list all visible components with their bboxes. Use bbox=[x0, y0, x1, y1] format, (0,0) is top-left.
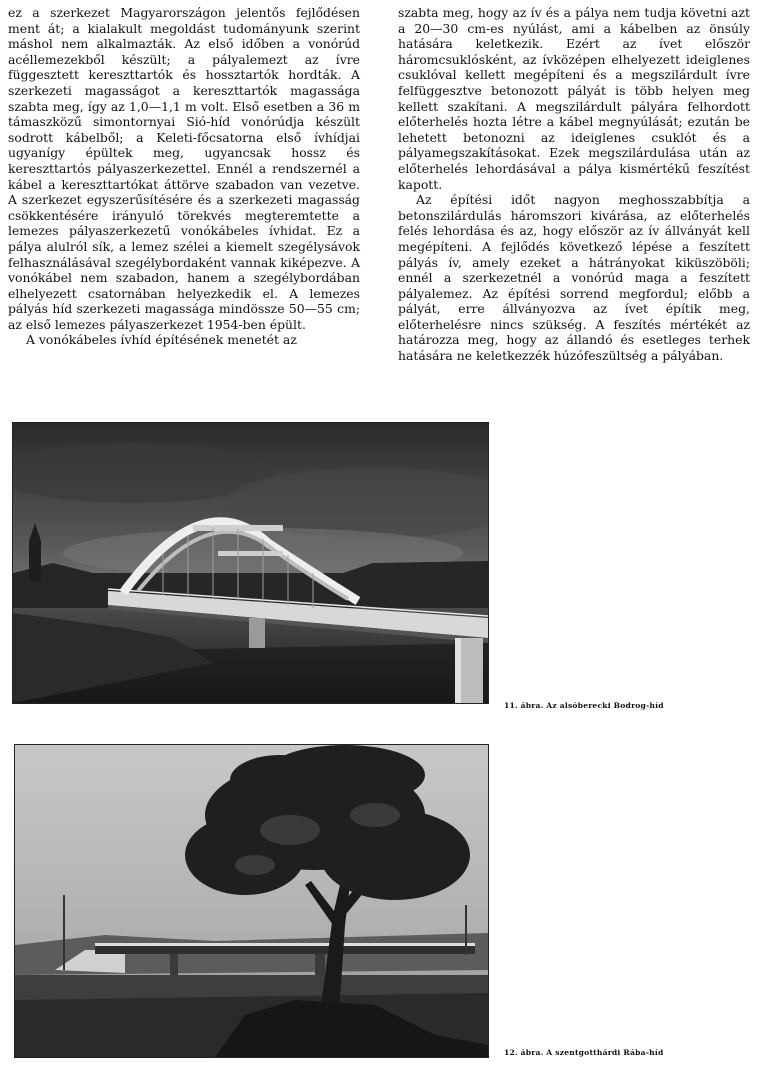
right-text-column bbox=[398, 5, 750, 364]
tree-bridge-photo-illustration bbox=[15, 745, 488, 1057]
left-paragraph-2: A vonókábeles ívhíd építésének menetét az bbox=[26, 332, 297, 348]
right-paragraph-1: szabta meg, hogy az ív és a pálya nem tudja követni azt a 20—30 cm-es nyúlást, ami a kábelben az önsúly hatására keletkezik. Ezért az ívet először háromcsuklósként, az ívközépen elhelyezett ideiglenes csuklóval kellett megépíteni és a megszilárdult ívre felfüggesztve betonozott pályát is több helyen meg kellett szakítani. A megszilárdult pályára felhordott előterhelés hozta létre a kábel megnyúlását; ezután be lehetett betonozni az ideiglenes csuklót és a pályamegszakításokat. Ezek megszilárdulása után az előterhelés lehordásával a pálya kismértékű feszítést kapott. bbox=[398, 5, 750, 192]
left-text-column bbox=[8, 5, 360, 348]
figure-11-caption: 11. ábra. Az alsóberecki Bodrog-híd bbox=[504, 701, 664, 710]
bridge-photo-illustration bbox=[13, 423, 488, 703]
raba-bridge-photo bbox=[14, 744, 489, 1058]
left-paragraph-1: ez a szerkezet Magyarországon jelentős fejlődésen ment át; a kialakult megoldást tudományunk szerint máshol nem alkalmazták. Az első időben a vonórúd acéllemezekből készült; a pályalemezt az ívre függesztett kereszttartók és hossztartók hordták. A szerkezeti magasságot a kereszttartók magassága szabta meg, így az 1,0—1,1 m volt. Első esetben a 36 m támaszközű simontornyai Sió-híd vonórúdja készült sodrott kábelből; a Keleti-főcsatorna első ívhídjai ugyanígy épültek meg, ugyancsak hossz és kereszttartós pályaszerkezettel. Ennél a rendszernél a kábel a kereszttartókat áttörve szabadon van vezetve. A szerkezet egyszerűsítésére és a szerkezeti magasság csökkentésére irányuló törekvés megteremtette a lemezes pályaszerkezetű vonókábeles ívhidat. Ez a pálya alulról sík, a lemez szélei a kiemelt szegélysávok felhasználásával szegélybordaként vannak kiképezve. A vonókábel nem szabadon, hanem a szegélybordában elhelyezett csatornában helyezkedik el. A lemezes pályás híd szerkezeti magassága mindössze 50—55 cm; az első lemezes pályaszerkezet 1954-ben épült. bbox=[8, 5, 360, 332]
figure-12-caption: 12. ábra. A szentgotthárdi Rába-híd bbox=[504, 1048, 664, 1057]
bodrog-bridge-photo bbox=[12, 422, 489, 704]
right-paragraph-2: Az építési időt nagyon meghosszabbítja a betonszilárdulás háromszori kivárása, az előterhelés felés lehordása és az, hogy először az ív állványát kell megépíteni. A fejlődés következő lépése a feszített pályás ív, amely ezeket a hátrányokat kiküszöböli; ennél a szerkezetnél a vonórúd maga a feszített pályalemez. Az építési sorrend megfordul; előbb a pályát, erre állványozva az ívet építik meg, előterhelésre nincs szükség. A feszítés mértékét az határozza meg, hogy az állandó és esetleges terhek hatására ne keletkezzék húzófeszültség a pályában. bbox=[398, 192, 750, 364]
